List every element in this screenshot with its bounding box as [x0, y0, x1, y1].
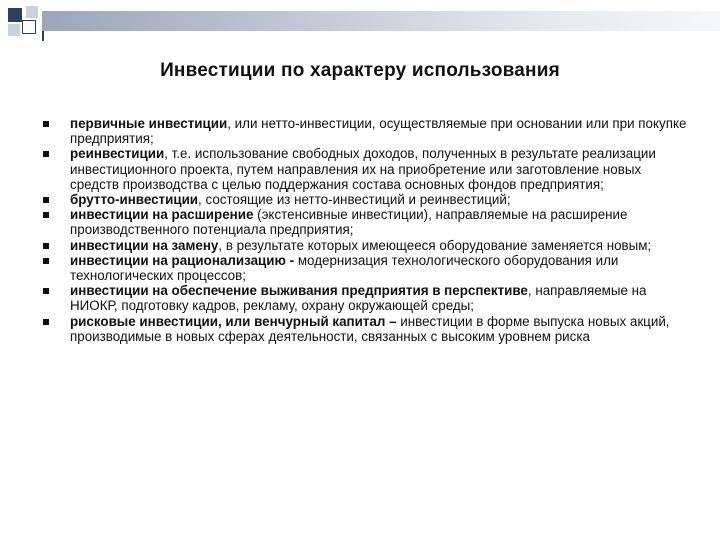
square-bullet-icon: [43, 288, 49, 294]
square-bullet-icon: [43, 243, 49, 249]
list-item: [40, 116, 690, 146]
decorative-square-light: [26, 6, 38, 18]
square-bullet-icon: [43, 121, 49, 127]
square-bullet-icon: [43, 212, 49, 218]
item-term: инвестиции на замену: [70, 237, 219, 253]
list-item: [40, 314, 690, 344]
list-item: [40, 283, 690, 313]
item-term: инвестиции на рационализацию -: [70, 252, 295, 268]
list-item: [40, 253, 690, 283]
square-bullet-icon: [43, 319, 49, 325]
item-text: (экстенсивные инвестиции), направляемые на расширение производственного потенциала предприятия;: [70, 207, 628, 238]
header-accent-line: [42, 31, 44, 41]
item-term: брутто-инвестиции: [70, 192, 199, 208]
list-item: [40, 192, 690, 207]
list-item: [40, 146, 690, 192]
slide-title: Инвестиции по характеру использования: [160, 60, 560, 81]
item-term: инвестиции на обеспечение выживания предприятия в перспективе: [70, 283, 528, 299]
list-item: [40, 238, 690, 253]
item-text: , или нетто-инвестиции, осуществляемые при основании или при покупке предприятия;: [70, 116, 687, 147]
item-text: , состоящие из нетто-инвестиций и реинвестиций;: [198, 192, 511, 208]
slide-header-decoration: [0, 0, 720, 50]
item-text: , т.е. использование свободных доходов, полученных в результате реализации инвестиционного проекта, путем направления их на приобретение или заготовление новых средств производства с целью поддержания состава основных фондов предприятия;: [70, 146, 656, 192]
item-text: , в результате которых имеющееся оборудование заменяется новым;: [218, 237, 652, 253]
decorative-square-light: [8, 24, 20, 36]
item-term: реинвестиции: [70, 146, 165, 162]
square-bullet-icon: [43, 151, 49, 157]
decorative-square-dark: [8, 8, 22, 22]
decorative-square-outline: [22, 20, 36, 34]
item-term: первичные инвестиции: [70, 116, 228, 131]
item-text: инвестиции в форме выпуска новых акций, производимые в новых сферах деятельности, связанных с высоким уровнем риска: [70, 313, 670, 344]
square-bullet-icon: [43, 197, 49, 203]
square-bullet-icon: [43, 258, 49, 264]
investment-types-list: [40, 116, 690, 344]
item-text: модернизация технологического оборудования или технологических процессов;: [70, 252, 619, 284]
list-item: [40, 207, 690, 237]
item-term: инвестиции на расширение: [70, 207, 254, 223]
item-text: , направляемые на НИОКР, подготовку кадров, рекламу, охрану окружающей среды;: [70, 283, 647, 314]
header-gradient-bar: [42, 11, 720, 31]
item-term: рисковые инвестиции, или венчурный капитал –: [70, 313, 397, 329]
